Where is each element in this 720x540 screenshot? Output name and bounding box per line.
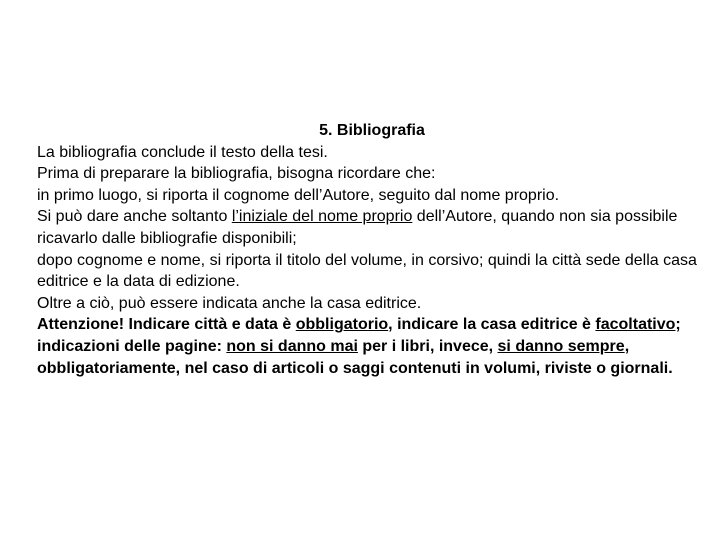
initial-underlined: l’iniziale del nome proprio (231, 208, 413, 226)
initial-text-before: Si può dare anche soltanto (37, 208, 232, 226)
attention-underlined-optional: facoltativo (595, 316, 676, 334)
initial-text-after: dell’Autore, quando non sia possibile ricavarlo dalle bibliografie disponibili; (37, 208, 678, 247)
pages-text-before: indicazioni delle pagine: (37, 337, 227, 355)
paragraph-attention (37, 314, 707, 336)
pages-underlined-never: non si danno mai (226, 337, 358, 355)
pages-text-middle: per i libri, invece, (357, 337, 498, 355)
paragraph-first-place: in primo luogo, si riporta il cognome dell’Autore, seguito dal nome proprio. (37, 186, 560, 204)
paragraph-initial (37, 206, 707, 249)
attention-text-before: Attenzione! Indicare città e data è (37, 316, 296, 334)
paragraph-prepare: Prima di preparare la bibliografia, bisogna ricordare che: (37, 165, 436, 183)
attention-text-after: ; (675, 316, 681, 334)
paragraph-title: dopo cognome e nome, si riporta il titolo del volume, in corsivo; quindi la città sede della casa editrice e la data di edizione. (37, 251, 697, 291)
document-body (37, 120, 707, 379)
pages-underlined-always: si danno sempre (497, 337, 625, 355)
attention-underlined-mandatory: obbligatorio (295, 316, 389, 334)
paragraph-intro: La bibliografia conclude il testo della tesi. (37, 143, 328, 161)
section-heading: 5. Bibliografia (319, 122, 425, 139)
paragraph-pages (37, 336, 707, 379)
paragraph-publisher: Oltre a ciò, può essere indicata anche la casa editrice. (37, 294, 422, 312)
attention-text-middle: , indicare la casa editrice è (388, 316, 596, 334)
pages-text-after: , obbligatoriamente, nel caso di articoli o saggi contenuti in volumi, riviste o giornali. (37, 337, 673, 377)
